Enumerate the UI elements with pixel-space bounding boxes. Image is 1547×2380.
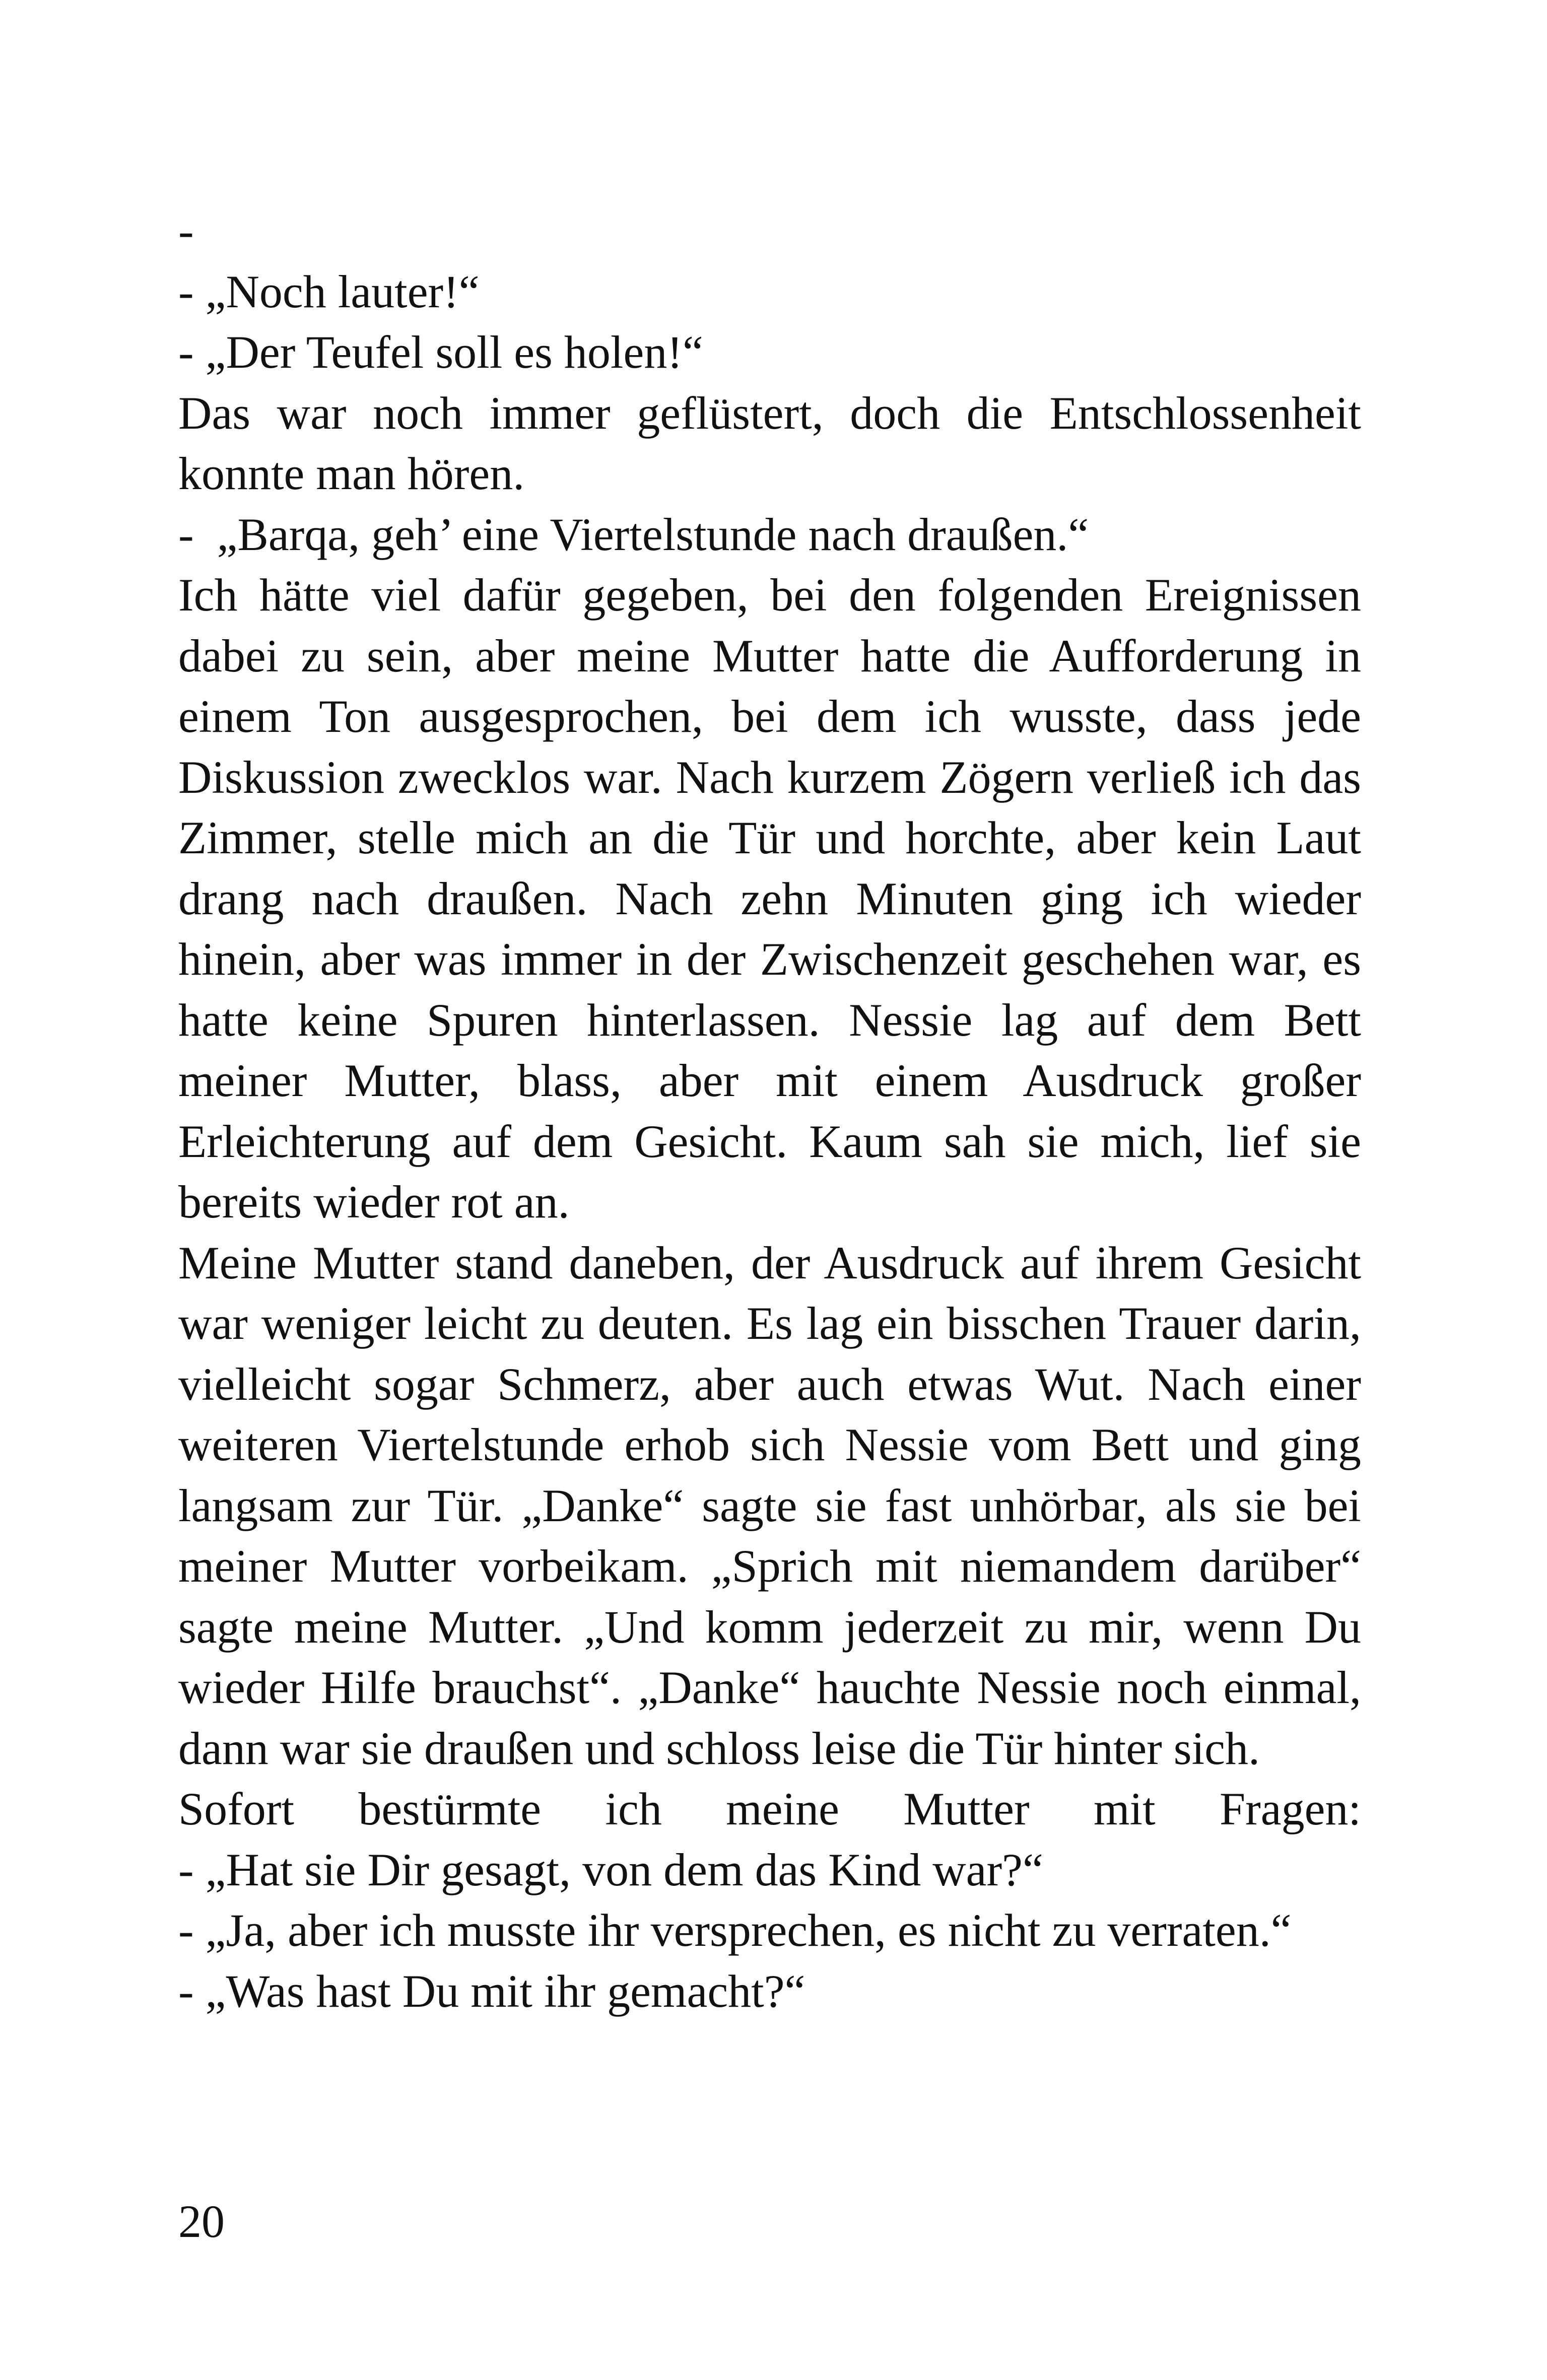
paragraph: Das war noch immer geflüstert, doch die Entschlossenheit konnte man hören. (178, 387, 1361, 499)
page-number: 20 (178, 2196, 225, 2247)
paragraph: Ich hätte viel dafür gegeben, bei den folgenden Ereignissen dabei zu sein, aber meine Mutter hatte die Aufforderung in einem Ton ausgesprochen, bei dem ich wusste, dass jede Diskussion zwecklos war. Nach kurzem Zögern verließ ich das Zimmer, stelle mich an die Tür und horchte, aber kein Laut drang nach draußen. Nach zehn Minuten ging ich wieder hinein, aber was immer in der Zwischenzeit geschehen war, es hatte keine Spuren hinterlassen. Nessie lag auf dem Bett meiner Mutter, blass, aber mit einem Ausdruck großer Erleichterung auf dem Gesicht. Kaum sah sie mich, lief sie bereits wieder rot an. (178, 569, 1361, 1228)
paragraph: Meine Mutter stand daneben, der Ausdruck auf ihrem Gesicht war weniger leicht zu deuten. Es lag ein bisschen Trauer darin, vielleicht sogar Schmerz, aber auch etwas Wut. Nach einer weiteren Viertelstunde erhob sich Nessie vom Bett und ging langsam zur Tür. „Danke“ sagte sie fast unhörbar, als sie bei meiner Mutter vorbeikam. „Sprich mit niemandem darüber“ sagte meine Mutter. „Und komm jederzeit zu mir, wenn Du wieder Hilfe brauchst“. „Danke“ hauchte Nessie noch einmal, dann war sie draußen und schloss leise die Tür hinter sich. (178, 1237, 1361, 1774)
dialogue-line: - „Hat sie Dir gesagt, von dem das Kind war?“ (178, 1844, 1043, 1895)
dialogue-line: - „Was hast Du mit ihr gemacht?“ (178, 1965, 805, 2017)
dialogue-line: - „Der Teufel soll es holen!“ (178, 326, 703, 378)
dialogue-line: - „Noch lauter!“ (178, 265, 480, 317)
paragraph: Sofort bestürmte ich meine Mutter mit Fragen: (178, 1783, 1361, 1834)
page-body-text (178, 200, 1361, 2021)
dialogue-line: - „Ja, aber ich musste ihr versprechen, es nicht zu verraten.“ (178, 1905, 1292, 1956)
dialogue-line: - (178, 205, 194, 256)
dialogue-line: - „Barqa, geh’ eine Viertelstunde nach draußen.“ (178, 508, 1089, 560)
